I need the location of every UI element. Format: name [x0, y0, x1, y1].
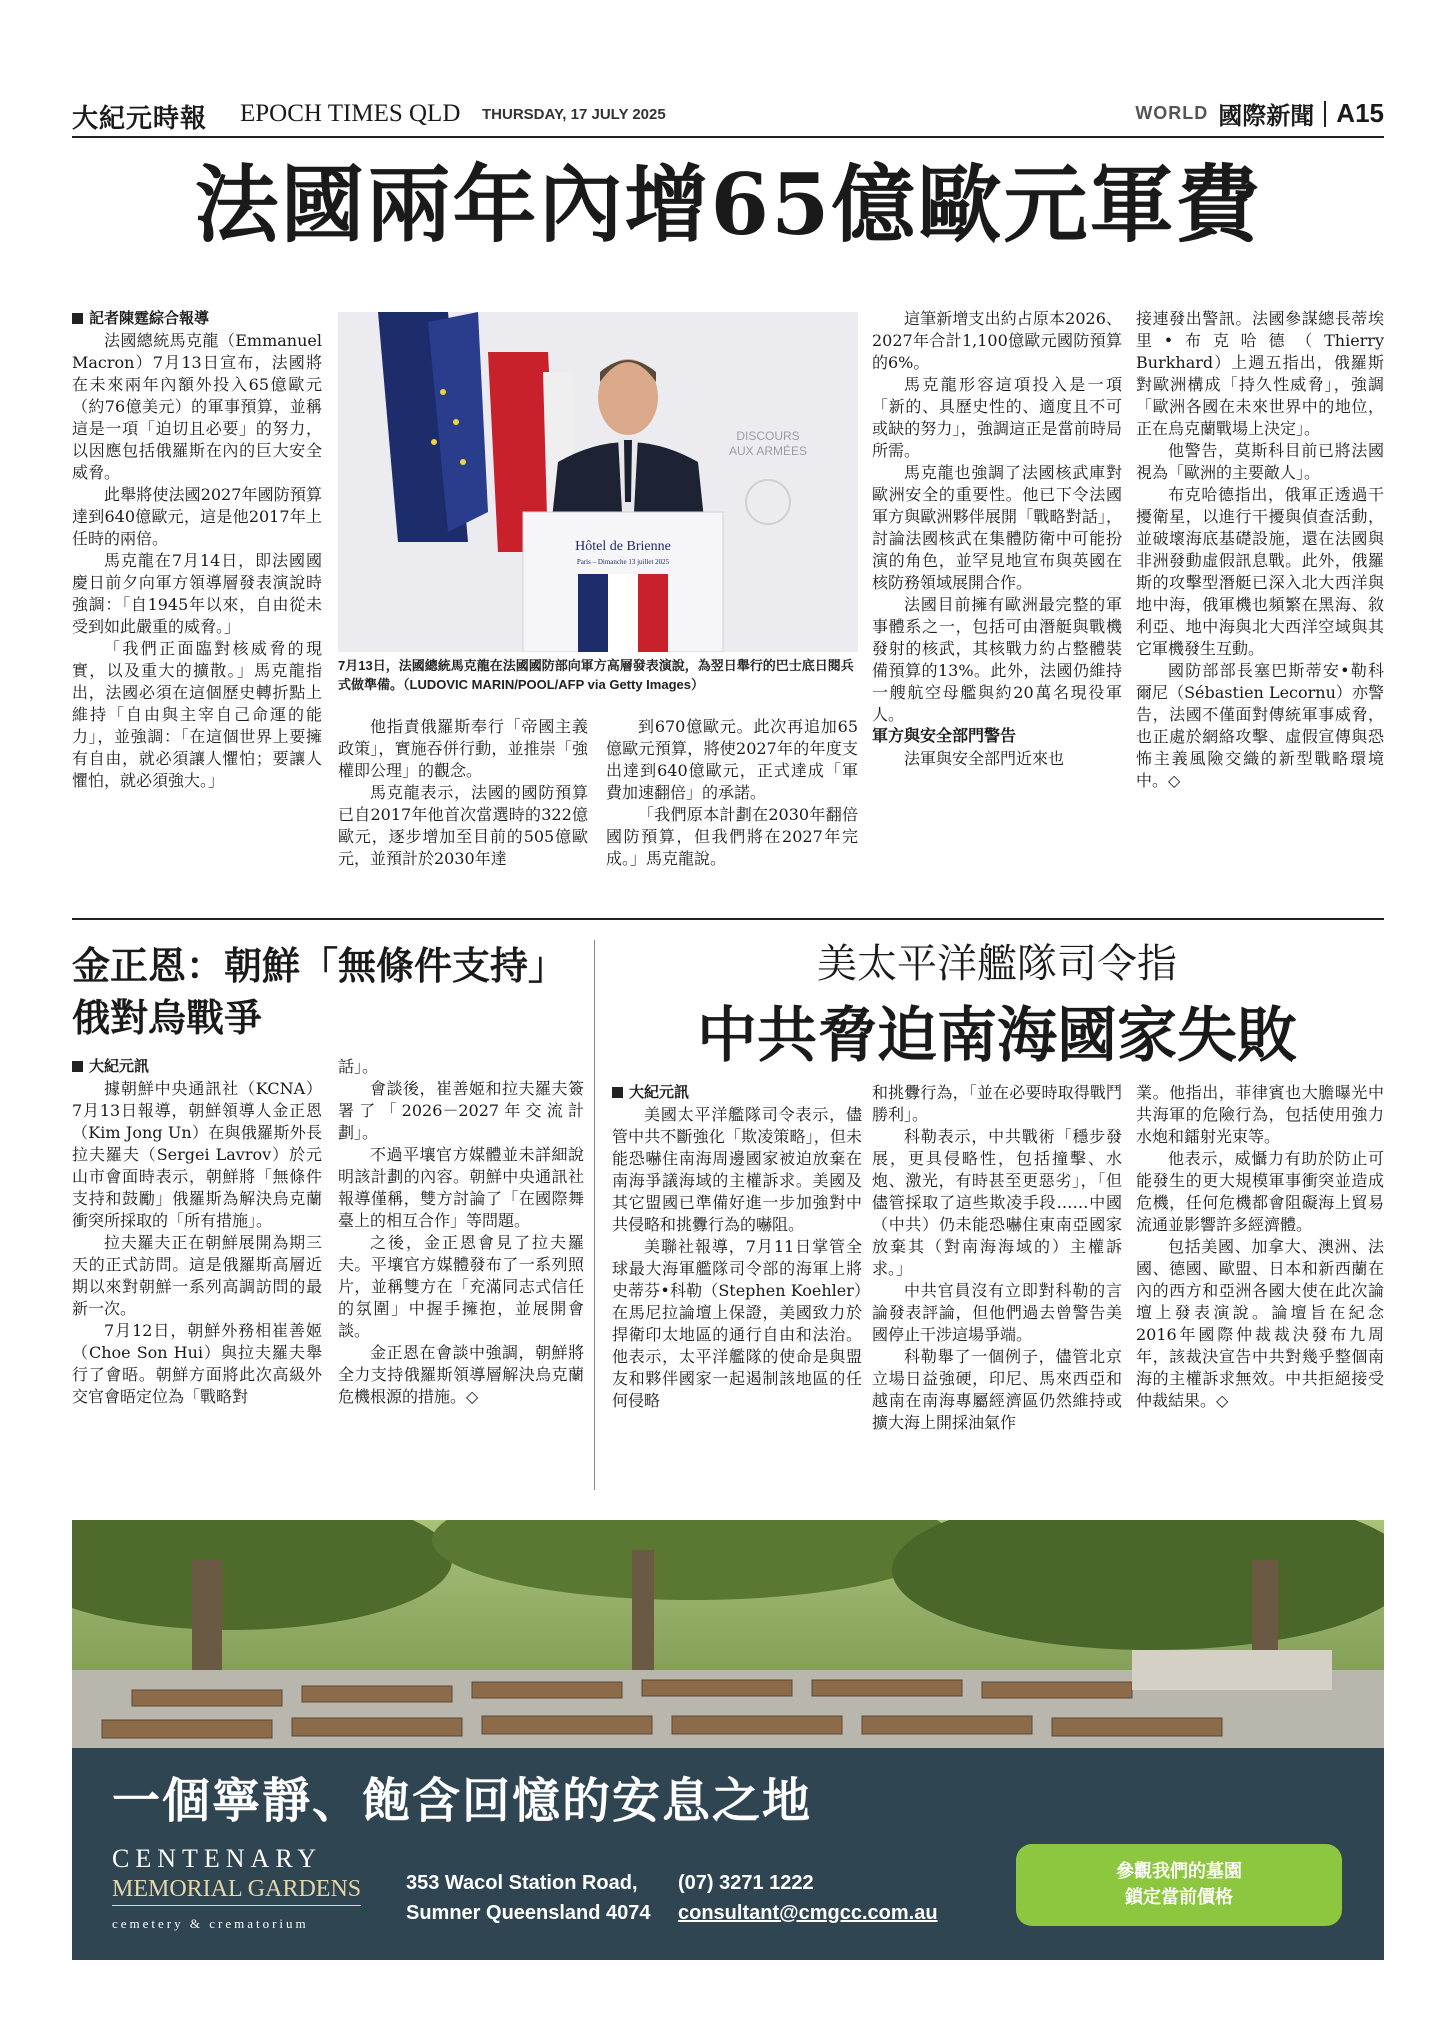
paragraph: 馬克龍在7月14日，即法國國慶日前夕向軍方領導層發表演說時強調：「自1945年以來，自由從未受到如此嚴重的威脅。」	[72, 551, 322, 636]
pacific-headline: 中共脅迫南海國家失敗	[697, 1001, 1297, 1071]
paragraph: 話」。	[338, 1057, 379, 1076]
podium-title: Hôtel de Brienne	[575, 539, 671, 554]
section-english: WORLD	[1135, 103, 1209, 123]
byline-square-icon	[72, 313, 83, 324]
backdrop-text-1: DISCOURS	[736, 429, 800, 443]
button-line-2: 鎖定當前價格	[1125, 1887, 1233, 1908]
advert-logo-line1: CENTENARY	[112, 1844, 322, 1873]
byline-text: 大紀元訊	[89, 1058, 150, 1075]
address-line-2: Sumner Queensland 4074	[406, 1902, 651, 1924]
logo-english: EPOCH TIMES QLD	[240, 100, 461, 127]
paragraph: 布克哈德指出，俄軍正透過干擾衛星，以進行干擾與偵查活動，並破壞海底基礎設施，還在法國與非洲發動虛假訊息戰。此外，俄羅斯的攻擊型潛艇已深入北大西洋與地中海，俄軍機也頻繁在黑海、敘利亞、地中海與北大西洋空域與其它軍機發生互動。	[1136, 485, 1384, 658]
advert-phone: (07) 3271 1222	[678, 1872, 814, 1894]
korea-headline: 金正恩：朝鮮「無條件支持」俄對烏戰爭	[72, 944, 567, 1040]
paragraph: 馬克龍表示，法國的國防預算已自2017年他首次當選時的322億歐元，逐步增加至目前的505億歐元，並預計於2030年達	[338, 783, 588, 868]
section-label	[1135, 96, 1384, 131]
pacific-byline	[612, 1082, 862, 1104]
paragraph: 金正恩在會談中強調，朝鮮將全力支持俄羅斯領導層解決烏克蘭危機根源的措施。◇	[338, 1343, 584, 1406]
main-article-column-5	[1136, 308, 1384, 792]
podium-subtitle: Paris – Dimanche 13 juillet 2025	[576, 558, 670, 566]
visit-cemetery-button[interactable]	[1016, 1844, 1342, 1926]
photo-illustration	[338, 312, 858, 652]
section-divider-horizontal	[72, 918, 1384, 920]
paragraph: 馬克龍也強調了法國核武庫對歐洲安全的重要性。他已下令法國軍方與歐洲夥伴展開「戰略對話」，討論法國核武在集體防衛中可能扮演的角色，並罕見地宣布與英國在核防務領域展開合作。	[872, 463, 1122, 592]
paragraph: 拉夫羅夫正在朝鮮展開為期三天的正式訪問。這是俄羅斯高層近期以來對朝鮮一系列高調訪問的最新一次。	[72, 1233, 322, 1318]
section-divider-vertical	[594, 940, 595, 1490]
paragraph: 和挑釁行為，「並在必要時取得戰鬥勝利」。	[872, 1083, 1122, 1124]
paragraph: 這筆新增支出約占原本2026、2027年合計1,100億歐元國防預算的6%。	[872, 309, 1122, 372]
section-chinese: 國際新聞	[1218, 103, 1315, 130]
korea-byline	[72, 1056, 322, 1078]
address-line-1: 353 Wacol Station Road,	[406, 1872, 638, 1894]
korea-article-column-1	[72, 1056, 322, 1408]
paragraph: 國防部部長塞巴斯蒂安•勒科爾尼（Sébastien Lecornu）亦警告，法國不僅面對傳統軍事威脅，也正處於網絡攻擊、虛假宣傳與恐怖主義風險交織的新型戰略環境中。◇	[1136, 661, 1384, 790]
paragraph: 他警告，莫斯科目前已將法國視為「歐洲的主要敵人」。	[1136, 441, 1384, 482]
paragraph: 他表示，威懾力有助於防止可能發生的更大規模軍事衝突並造成危機，任何危機都會阻礙海上貿易流通並影響許多經濟體。	[1136, 1149, 1384, 1234]
byline-text: 記者陳霆綜合報導	[89, 310, 210, 327]
advert-title: 一個寧靜、飽含回憶的安息之地	[112, 1773, 813, 1829]
paragraph: 法國總統馬克龍（Emmanuel Macron）7月13日宣布，法國將在未來兩年內額外投入65億歐元（約76億美元）的軍事預算，並稱這是一項「迫切且必要」的努力，以因應包括俄羅斯在內的巨大安全威脅。	[72, 331, 322, 482]
advert-logo-line3: cemetery & crematorium	[112, 1916, 309, 1931]
paragraph: 此舉將使法國2027年國防預算達到640億歐元，這是他2017年上任時的兩倍。	[72, 485, 322, 548]
byline-square-icon	[612, 1087, 623, 1098]
paragraph: 美聯社報導，7月11日掌管全球最大海軍艦隊司令部的海軍上將史蒂芬•科勒（Stephen Koehler）在馬尼拉論壇上保證，美國致力於捍衛印太地區的通行自由和法治。他表示，太平洋艦隊的使命是與盟友和夥伴國家一起遏制該地區的任何侵略	[612, 1237, 862, 1410]
main-article-column-4	[872, 308, 1122, 770]
button-line-1: 參觀我們的墓園	[1116, 1861, 1242, 1882]
paragraph: 不過平壤官方媒體並未詳細說明該計劃的內容。朝鮮中央通訊社報導僅稱，雙方討論了「在國際舞臺上的相互合作」等問題。	[338, 1145, 584, 1230]
paragraph: 包括美國、加拿大、澳洲、法國、德國、歐盟、日本和新西蘭在內的西方和亞洲各國大使在此次論壇上發表演說。論壇旨在紀念2016年國際仲裁裁決發布九周年，該裁決宣告中共對幾乎整個南海的主權訴求無效。中共拒絕接受仲裁結果。◇	[1136, 1237, 1384, 1410]
main-headline: 法國兩年內增65億歐元軍費	[194, 155, 1262, 254]
paragraph: 美國太平洋艦隊司令表示，儘管中共不斷強化「欺凌策略」，但未能恐嚇住南海周邊國家被迫放棄在南海爭議海域的主權訴求。美國及其它盟國已準備好進一步加強對中共侵略和挑釁行為的嚇阻。	[612, 1105, 862, 1234]
paragraph: 之後，金正恩會見了拉夫羅夫。平壤官方媒體發布了一系列照片，並稱雙方在「充滿同志式信任的氛圍」中握手擁抱，並展開會談。	[338, 1233, 584, 1340]
paragraph: 法軍與安全部門近來也	[904, 749, 1065, 768]
paragraph: 接連發出警訊。法國參謀總長蒂埃里•布克哈德（Thierry Burkhard）上週五指出，俄羅斯對歐洲構成「持久性威脅」，強調「歐洲各國在未來世界中的地位，正在烏克蘭戰場上決定」。	[1136, 309, 1384, 438]
main-article-column-2	[338, 716, 588, 870]
pacific-article-column-2	[872, 1082, 1122, 1434]
paragraph: 科勒表示，中共戰術「穩步發展，更具侵略性，包括撞擊、水炮、激光，有時甚至更惡劣」，「但儘管採取了這些欺凌手段……中國（中共）仍未能恐嚇住東南亞國家放棄其（對南海海域的）主權訴求。」	[872, 1127, 1122, 1278]
advert-contact	[678, 1868, 938, 1928]
paragraph: 業。他指出，菲律賓也大膽曝光中共海軍的危險行為，包括使用強力水炮和鐳射光束等。	[1136, 1083, 1384, 1146]
advert-address	[406, 1868, 651, 1928]
backdrop-text-2: AUX ARMÉES	[728, 444, 808, 458]
paragraph: 中共官員沒有立即對科勒的言論發表評論，但他們過去曾警告美國停止干涉這場爭端。	[872, 1281, 1122, 1344]
byline-square-icon	[72, 1061, 83, 1072]
pacific-article-column-3	[1136, 1082, 1384, 1412]
korea-article-column-2	[338, 1056, 584, 1408]
paragraph: 他指責俄羅斯奉行「帝國主義政策」，實施吞併行動，並推崇「強權即公理」的觀念。	[338, 717, 588, 780]
logo-chinese: 大紀元時報	[72, 104, 208, 134]
paragraph: 科勒舉了一個例子，儘管北京立場日益強硬，印尼、馬來西亞和越南在南海專屬經濟區仍然維持或擴大海上開採油氣作	[872, 1347, 1122, 1432]
paragraph: 法國目前擁有歐洲最完整的軍事體系之一，包括可由潛艇與戰機發射的核武，其核戰力約占整體裝備預算的13%。此外，法國仍維持一艘航空母艦與約20萬名現役軍人。	[872, 595, 1122, 724]
garden-photo	[72, 1520, 1384, 1760]
pacific-article-column-1	[612, 1082, 862, 1412]
advert-logo-line2: MEMORIAL GARDENS	[112, 1876, 361, 1906]
pacific-subheadline: 美太平洋艦隊司令指	[817, 941, 1177, 987]
main-article-column-1	[72, 308, 322, 792]
paragraph: 到670億歐元。此次再追加65億歐元預算，將使2027年的年度支出達到640億歐元，正式達成「軍費加速翻倍」的承諾。	[606, 717, 858, 802]
advert-band	[72, 1748, 1384, 1960]
paragraph: 會談後，崔善姬和拉夫羅夫簽署了「2026－2027年交流計劃」。	[338, 1079, 584, 1142]
paragraph: 「我們正面臨對核威脅的現實，以及重大的擴散。」馬克龍指出，法國必須在這個歷史轉折點上維持「自由與主宰自己命運的能力」，並強調：「在這個世界上要擁有自由，就必須讓人懼怕；要讓人懼怕，就必須強大。」	[72, 639, 322, 790]
paragraph: 馬克龍形容這項投入是一項「新的、具歷史性的、適度且不可或缺的努力」，強調這正是當前時局所需。	[872, 375, 1122, 460]
section-divider	[1324, 101, 1326, 127]
main-subhead: 軍方與安全部門警告	[872, 728, 1017, 745]
macron-photo	[338, 312, 858, 652]
advert-email[interactable]: consultant@cmgcc.com.au	[678, 1902, 938, 1924]
main-byline	[72, 308, 322, 330]
masthead	[72, 96, 1384, 138]
main-article-column-3	[606, 716, 858, 870]
byline-text: 大紀元訊	[629, 1084, 690, 1101]
paragraph: 7月12日，朝鮮外務相崔善姬（Choe Son Hui）與拉夫羅夫舉行了會晤。朝鮮方面將此次高級外交官會晤定位為「戰略對	[72, 1321, 322, 1406]
issue-date: THURSDAY, 17 JULY 2025	[482, 106, 666, 123]
photo-caption: 7月13日，法國總統馬克龍在法國國防部向軍方高層發表演說，為翌日舉行的巴士底日閱兵式做準備。（LUDOVIC MARIN/POOL/AFP via Getty Images）	[338, 658, 854, 692]
memorial-gardens-advert	[72, 1520, 1384, 1960]
page-number: A15	[1336, 98, 1384, 128]
paragraph: 據朝鮮中央通訊社（KCNA）7月13日報導，朝鮮領導人金正恩（Kim Jong Un）在與俄羅斯外長拉夫羅夫（Sergei Lavrov）於元山市會面時表示，朝鮮將「無條件支持和鼓勵」俄羅斯為解決烏克蘭衝突所採取的「所有措施」。	[72, 1079, 322, 1230]
paragraph: 「我們原本計劃在2030年翻倍國防預算，但我們將在2027年完成。」馬克龍說。	[606, 805, 858, 868]
